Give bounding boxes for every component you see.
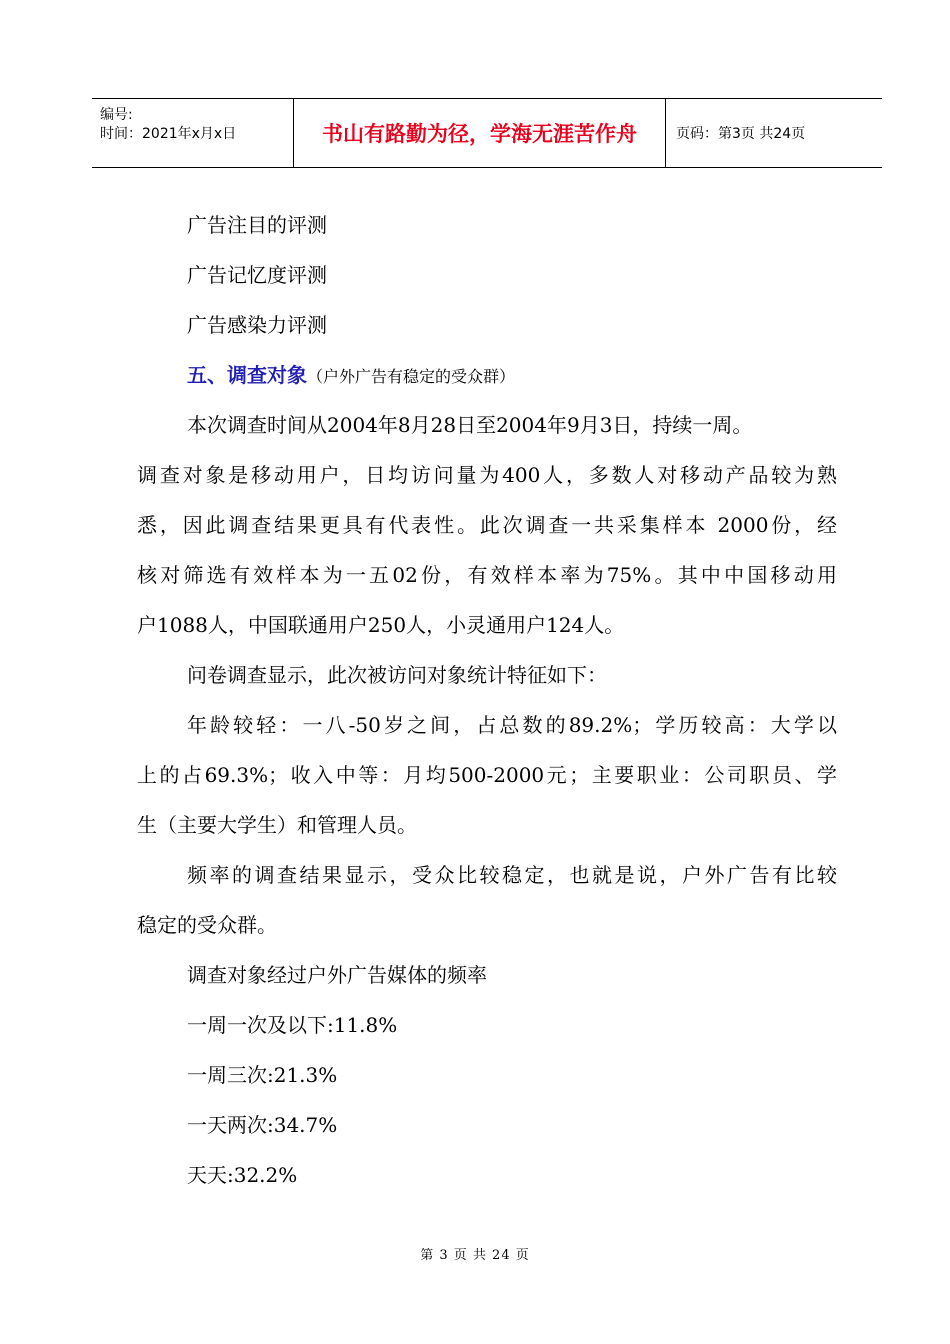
page-footer: 第 3 页 共 24 页 [420, 1248, 530, 1263]
para4-line: 频率的调查结果显示，受众比较稳定，也就是说，户外广告有比较 [187, 863, 837, 887]
item-attention: 广告注目的评测 [187, 213, 327, 237]
doc-number-label: 编号: [100, 107, 133, 123]
freq-item: 一周三次:21.3% [187, 1063, 338, 1087]
para1-line: 本次调查时间从2004年8月28日至2004年9月3日，持续一周。 [187, 413, 753, 437]
header-motto: 书山有路勤为径，学海无涯苦作舟 [294, 99, 666, 167]
header-page-label: 页码：第3页 共24页 [676, 126, 806, 142]
para1-line: 悉，因此调查结果更具有代表性。此次调查一共采集样本 2000份，经 [137, 513, 837, 537]
freq-item: 一周一次及以下:11.8% [187, 1013, 398, 1037]
section-heading: 五、调查对象 [187, 363, 307, 387]
header-meta-cell [92, 99, 294, 167]
para4-line: 稳定的受众群。 [137, 913, 277, 937]
para3-line: 上的占69.3%；收入中等：月均500-2000元；主要职业：公司职员、学 [137, 763, 837, 787]
para3-line: 生（主要大学生）和管理人员。 [137, 813, 417, 837]
doc-time-label: 时间：2021年x月x日 [100, 126, 237, 142]
para1-line: 核对筛选有效样本为一五02份，有效样本率为75%。其中中国移动用 [137, 563, 837, 587]
section-heading-row [137, 358, 837, 408]
para3-line: 年龄较轻：一八-50岁之间，占总数的89.2%；学历较高：大学以 [187, 713, 837, 737]
freq-item: 一天两次:34.7% [187, 1113, 338, 1137]
section-note: （户外广告有稳定的受众群） [307, 367, 516, 386]
document-body [137, 208, 837, 1208]
item-appeal: 广告感染力评测 [187, 313, 327, 337]
para1-line: 户1088人，中国联通用户250人，小灵通用户124人。 [137, 613, 625, 637]
header-table [92, 98, 882, 168]
para2: 问卷调查显示，此次被访问对象统计特征如下： [187, 663, 607, 687]
freq-item: 天天:32.2% [187, 1163, 298, 1187]
item-memory: 广告记忆度评测 [187, 263, 327, 287]
freq-title: 调查对象经过户外广告媒体的频率 [187, 963, 487, 987]
para1-line: 调查对象是移动用户，日均访问量为400人，多数人对移动产品较为熟 [137, 463, 837, 487]
